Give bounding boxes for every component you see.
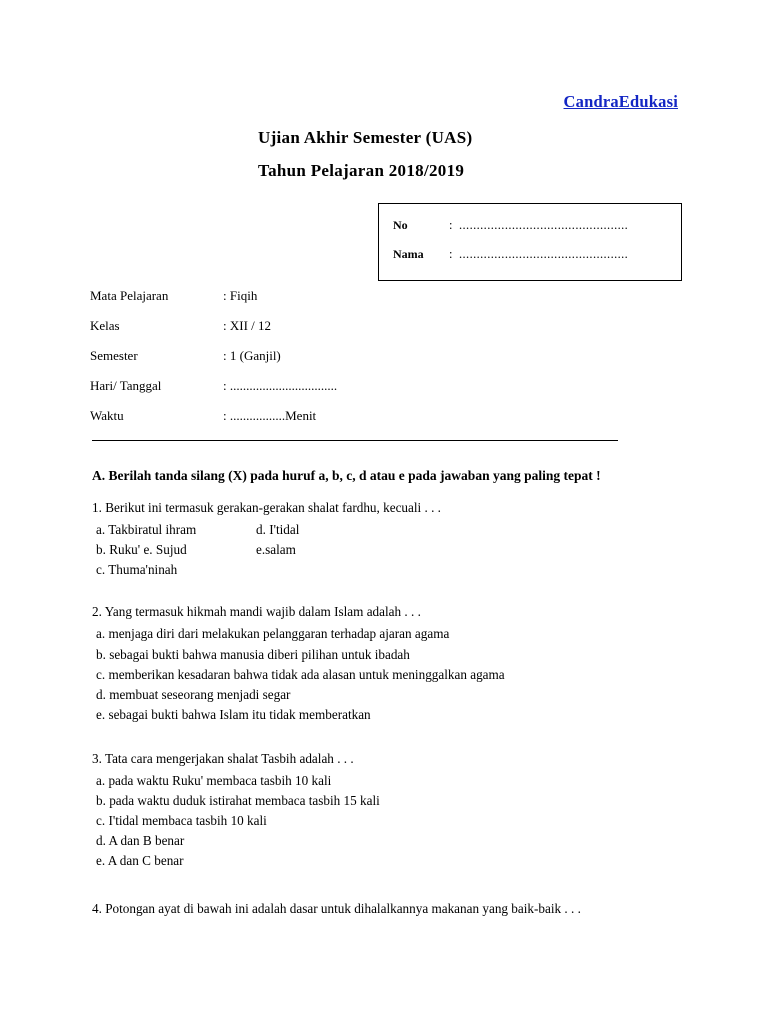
- meta-value-hari-tanggal: : .................................: [223, 378, 338, 393]
- option-item[interactable]: e. A dan C benar: [96, 853, 184, 869]
- identity-row-no: [393, 218, 681, 233]
- title-line-1: Ujian Akhir Semester (UAS): [258, 128, 473, 147]
- meta-value-kelas: : XII / 12: [223, 318, 272, 333]
- meta-row-mata-pelajaran: [90, 288, 630, 304]
- meta-label-semester: Semester: [90, 348, 138, 363]
- option-item[interactable]: c. I'tidal membaca tasbih 10 kali: [96, 813, 267, 829]
- meta-row-waktu: [90, 408, 630, 424]
- question-text: 2. Yang termasuk hikmah mandi wajib dalam Islam adalah . . .: [92, 604, 421, 620]
- student-identity-box: [378, 203, 682, 281]
- meta-label-kelas: Kelas: [90, 318, 120, 333]
- meta-label-waktu: Waktu: [90, 408, 124, 423]
- option-item[interactable]: b. pada waktu duduk istirahat membaca tasbih 15 kali: [96, 792, 380, 808]
- option-item[interactable]: d. A dan B benar: [96, 833, 185, 849]
- identity-label-nama: Nama: [393, 247, 424, 261]
- question-list: [92, 498, 692, 936]
- option-item[interactable]: c. memberikan kesadaran bahwa tidak ada alasan untuk meninggalkan agama: [96, 666, 505, 682]
- option-item[interactable]: b. sebagai bukti bahwa manusia diberi pilihan untuk ibadah: [96, 646, 410, 662]
- candraedukasi-link[interactable]: CandraEdukasi: [563, 92, 678, 111]
- brand-row: [564, 92, 678, 112]
- identity-colon-no: :: [449, 218, 453, 232]
- option-row: [92, 520, 692, 540]
- meta-value-semester: : 1 (Ganjil): [223, 348, 281, 363]
- option-right[interactable]: d. I'tidal: [256, 522, 300, 538]
- option-left[interactable]: b. Ruku' e. Sujud: [96, 542, 187, 558]
- question-item: [92, 602, 692, 724]
- question-text: 3. Tata cara mengerjakan shalat Tasbih adalah . . .: [92, 750, 354, 766]
- option-item[interactable]: a. menjaga diri dari melakukan pelanggaran terhadap ajaran agama: [96, 626, 450, 642]
- question-text: 1. Berikut ini termasuk gerakan-gerakan shalat fardhu, kecuali . . .: [92, 500, 441, 515]
- option-item[interactable]: a. pada waktu Ruku' membaca tasbih 10 kali: [96, 772, 332, 788]
- section-a-heading: A. Berilah tanda silang (X) pada huruf a, b, c, d atau e pada jawaban yang paling tepat !: [92, 468, 601, 483]
- option-row: [92, 540, 692, 560]
- question-item: [92, 749, 692, 871]
- identity-dots-no[interactable]: ................................................: [459, 218, 629, 232]
- option-left[interactable]: a. Takbiratul ihram: [96, 522, 197, 538]
- option-right[interactable]: e.salam: [256, 542, 296, 558]
- title-line-2: Tahun Pelajaran 2018/2019: [258, 161, 465, 180]
- identity-label-no: No: [393, 218, 408, 232]
- meta-value-mata-pelajaran: : Fiqih: [223, 288, 258, 303]
- meta-label-mata-pelajaran: Mata Pelajaran: [90, 288, 169, 303]
- question-item: [92, 498, 692, 580]
- identity-colon-nama: :: [449, 247, 453, 261]
- question-text: 4. Potongan ayat di bawah ini adalah dasar untuk dihalalkannya makanan yang baik-baik . . .: [92, 901, 581, 917]
- identity-row-nama: [393, 247, 681, 262]
- exam-metadata: [90, 288, 630, 438]
- meta-value-waktu: : .................Menit: [223, 408, 317, 423]
- option-item[interactable]: e. sebagai bukti bahwa Islam itu tidak memberatkan: [96, 706, 371, 722]
- horizontal-divider: [92, 440, 618, 441]
- question-item: [92, 899, 692, 918]
- option-item[interactable]: d. membuat seseorang menjadi segar: [96, 686, 291, 702]
- meta-row-hari-tanggal: [90, 378, 630, 394]
- meta-row-kelas: [90, 318, 630, 334]
- identity-dots-nama[interactable]: ................................................: [459, 247, 629, 261]
- document-title: [258, 128, 472, 194]
- meta-row-semester: [90, 348, 630, 364]
- option-item[interactable]: c. Thuma'ninah: [96, 562, 178, 578]
- meta-label-hari-tanggal: Hari/ Tanggal: [90, 378, 162, 393]
